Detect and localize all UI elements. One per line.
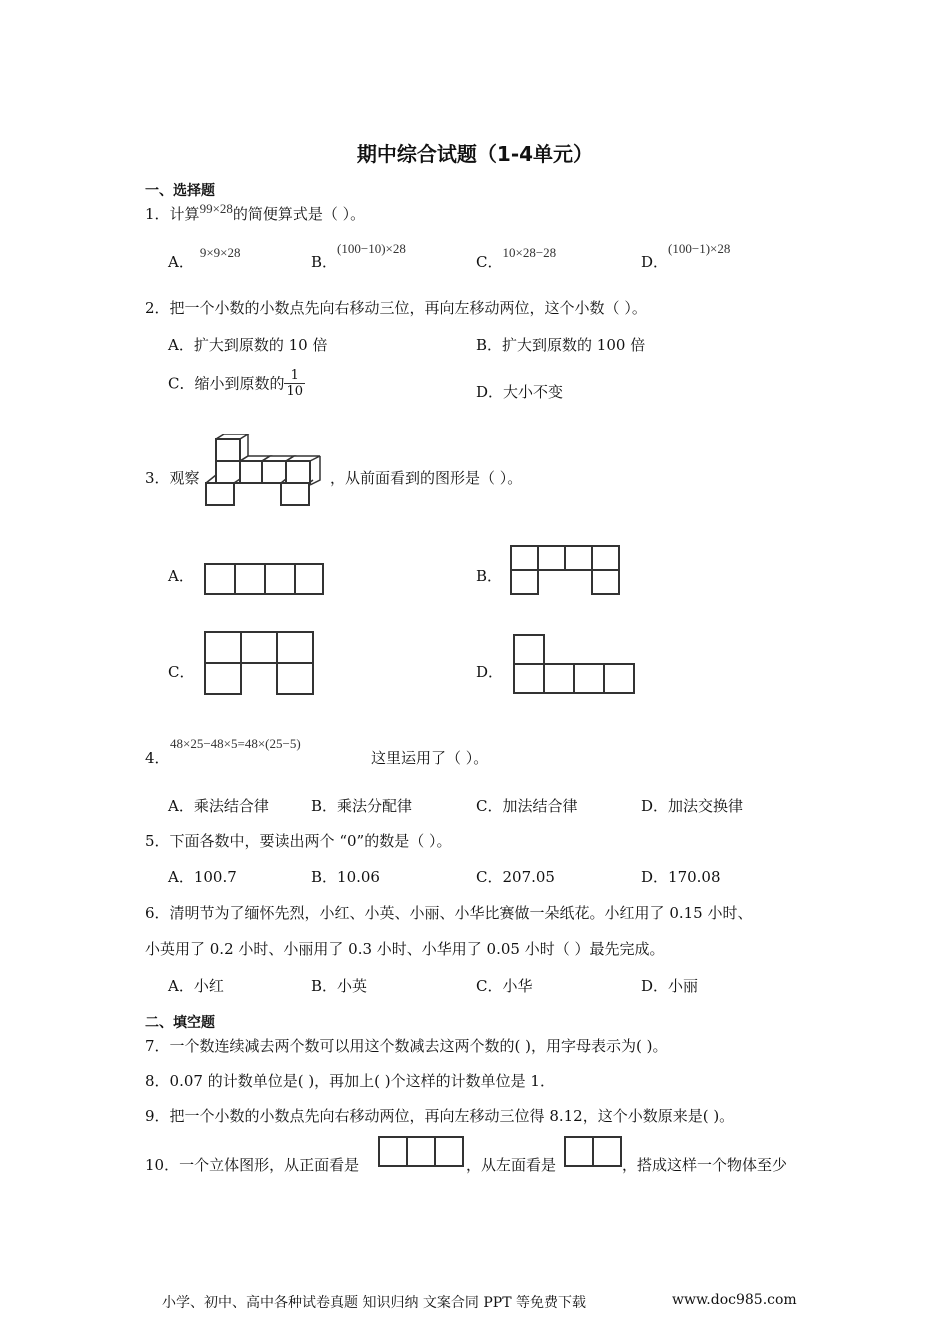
page-title: 期中综合试题（1-4单元） xyxy=(356,142,594,166)
q6-option-d[interactable]: D．小丽 xyxy=(641,977,699,995)
q1-prefix: 计算 xyxy=(169,205,200,223)
section-fill-heading: 二、填空题 xyxy=(145,1015,215,1031)
q1-option-b-expr: (100−10)×28 xyxy=(337,241,406,256)
q6-option-c[interactable]: C．小华 xyxy=(476,977,533,995)
q2-option-c-label: C．缩小到原数的 xyxy=(168,374,285,393)
q2-fraction xyxy=(284,368,305,399)
question-1 xyxy=(145,201,366,225)
q1-option-c[interactable] xyxy=(476,245,557,273)
q3-option-c-label[interactable]: C． xyxy=(168,663,195,681)
q5-option-d[interactable]: D．170.08 xyxy=(641,868,721,886)
q3-option-b-label[interactable]: B． xyxy=(476,567,503,585)
q2-option-d[interactable]: D．大小不变 xyxy=(476,383,564,401)
q4-option-c[interactable]: C．加法结合律 xyxy=(476,797,578,815)
q2-option-a[interactable]: A．扩大到原数的 10 倍 xyxy=(168,336,328,354)
q5-option-b[interactable]: B．10.06 xyxy=(311,868,380,886)
q2-fraction-numerator: 1 xyxy=(284,368,305,384)
q3-option-c-figure[interactable] xyxy=(203,630,317,698)
q10-suffix: ，搭成这样一个物体至少 xyxy=(622,1156,788,1174)
q5-option-a[interactable]: A．100.7 xyxy=(168,868,237,886)
q1-option-d-label: D． xyxy=(641,253,669,271)
question-2: 2．把一个小数的小数点先向右移动三位，再向左移动两位，这个小数（ ）。 xyxy=(145,299,647,317)
q1-option-a[interactable] xyxy=(168,245,241,273)
q5-option-c[interactable]: C．207.05 xyxy=(476,868,555,886)
q1-suffix: 的简便算式是（ ）。 xyxy=(232,205,366,223)
question-9: 9．把一个小数的小数点先向右移动两位，再向左移动三位得 8.12，这个小数原来是( )。 xyxy=(145,1107,735,1125)
q10-front-view-figure xyxy=(377,1135,465,1169)
q1-expression: 99×28 xyxy=(199,201,233,216)
q1-option-c-expr: 10×28−28 xyxy=(502,245,557,260)
q4-number: 4． xyxy=(145,749,170,767)
q1-option-d[interactable] xyxy=(641,241,731,273)
q3-option-d-label[interactable]: D． xyxy=(476,663,504,681)
q6-line-1: 6．清明节为了缅怀先烈，小红、小英、小丽、小华比赛做一朵纸花。小红用了 0.15 小时、 xyxy=(145,904,753,922)
q4-option-b[interactable]: B．乘法分配律 xyxy=(311,797,413,815)
q1-number: 1． xyxy=(145,205,170,223)
footer-url[interactable]: www.doc985.com xyxy=(672,1292,797,1308)
q1-option-a-expr: 9×9×28 xyxy=(199,245,241,260)
q10-prefix: 10．一个立体图形，从正面看是 xyxy=(145,1156,360,1174)
q10-left-view-figure xyxy=(563,1135,623,1169)
footer-text: 小学、初中、高中各种试卷真题 知识归纳 文案合同 PPT 等免费下载 xyxy=(162,1295,586,1311)
q1-option-b[interactable] xyxy=(311,241,406,273)
q6-option-a[interactable]: A．小红 xyxy=(168,977,224,995)
q6-line-2: 小英用了 0.2 小时、小丽用了 0.3 小时、小华用了 0.05 小时（ ）最先完成。 xyxy=(145,940,665,958)
q4-option-a[interactable]: A．乘法结合律 xyxy=(168,797,269,815)
q3-suffix: ，从前面看到的图形是（ ）。 xyxy=(330,469,523,487)
q3-option-d-figure[interactable] xyxy=(512,633,638,697)
q1-option-b-label: B． xyxy=(311,253,338,271)
q3-cube-figure xyxy=(203,434,327,508)
q4-option-d[interactable]: D．加法交换律 xyxy=(641,797,744,815)
question-5: 5．下面各数中，要读出两个 “0”的数是（ ）。 xyxy=(145,832,452,850)
question-8: 8．0.07 的计数单位是( )，再加上( )个这样的计数单位是 1． xyxy=(145,1072,555,1090)
q4-expression: 48×25−48×5=48×(25−5) xyxy=(170,736,301,751)
question-7: 7．一个数连续减去两个数可以用这个数减去这两个数的( )，用字母表示为( )。 xyxy=(145,1037,668,1055)
q10-middle: ，从左面看是 xyxy=(466,1156,557,1174)
q2-fraction-denominator: 10 xyxy=(286,384,304,399)
q6-option-b[interactable]: B．小英 xyxy=(311,977,368,995)
q1-option-d-expr: (100−1)×28 xyxy=(668,241,731,256)
q3-option-a-figure[interactable] xyxy=(203,562,327,598)
q3-option-b-figure[interactable] xyxy=(509,544,623,598)
q1-option-c-label: C． xyxy=(476,253,503,271)
q1-option-a-label: A． xyxy=(168,253,194,271)
q2-option-b[interactable]: B．扩大到原数的 100 倍 xyxy=(476,336,646,354)
q3-option-a-label[interactable]: A． xyxy=(168,567,194,585)
section-choice-heading: 一、选择题 xyxy=(145,183,215,199)
q2-option-c[interactable] xyxy=(168,368,305,412)
q3-prefix: 3．观察 xyxy=(145,469,200,487)
q4-suffix: 这里运用了（ ）。 xyxy=(371,749,489,767)
